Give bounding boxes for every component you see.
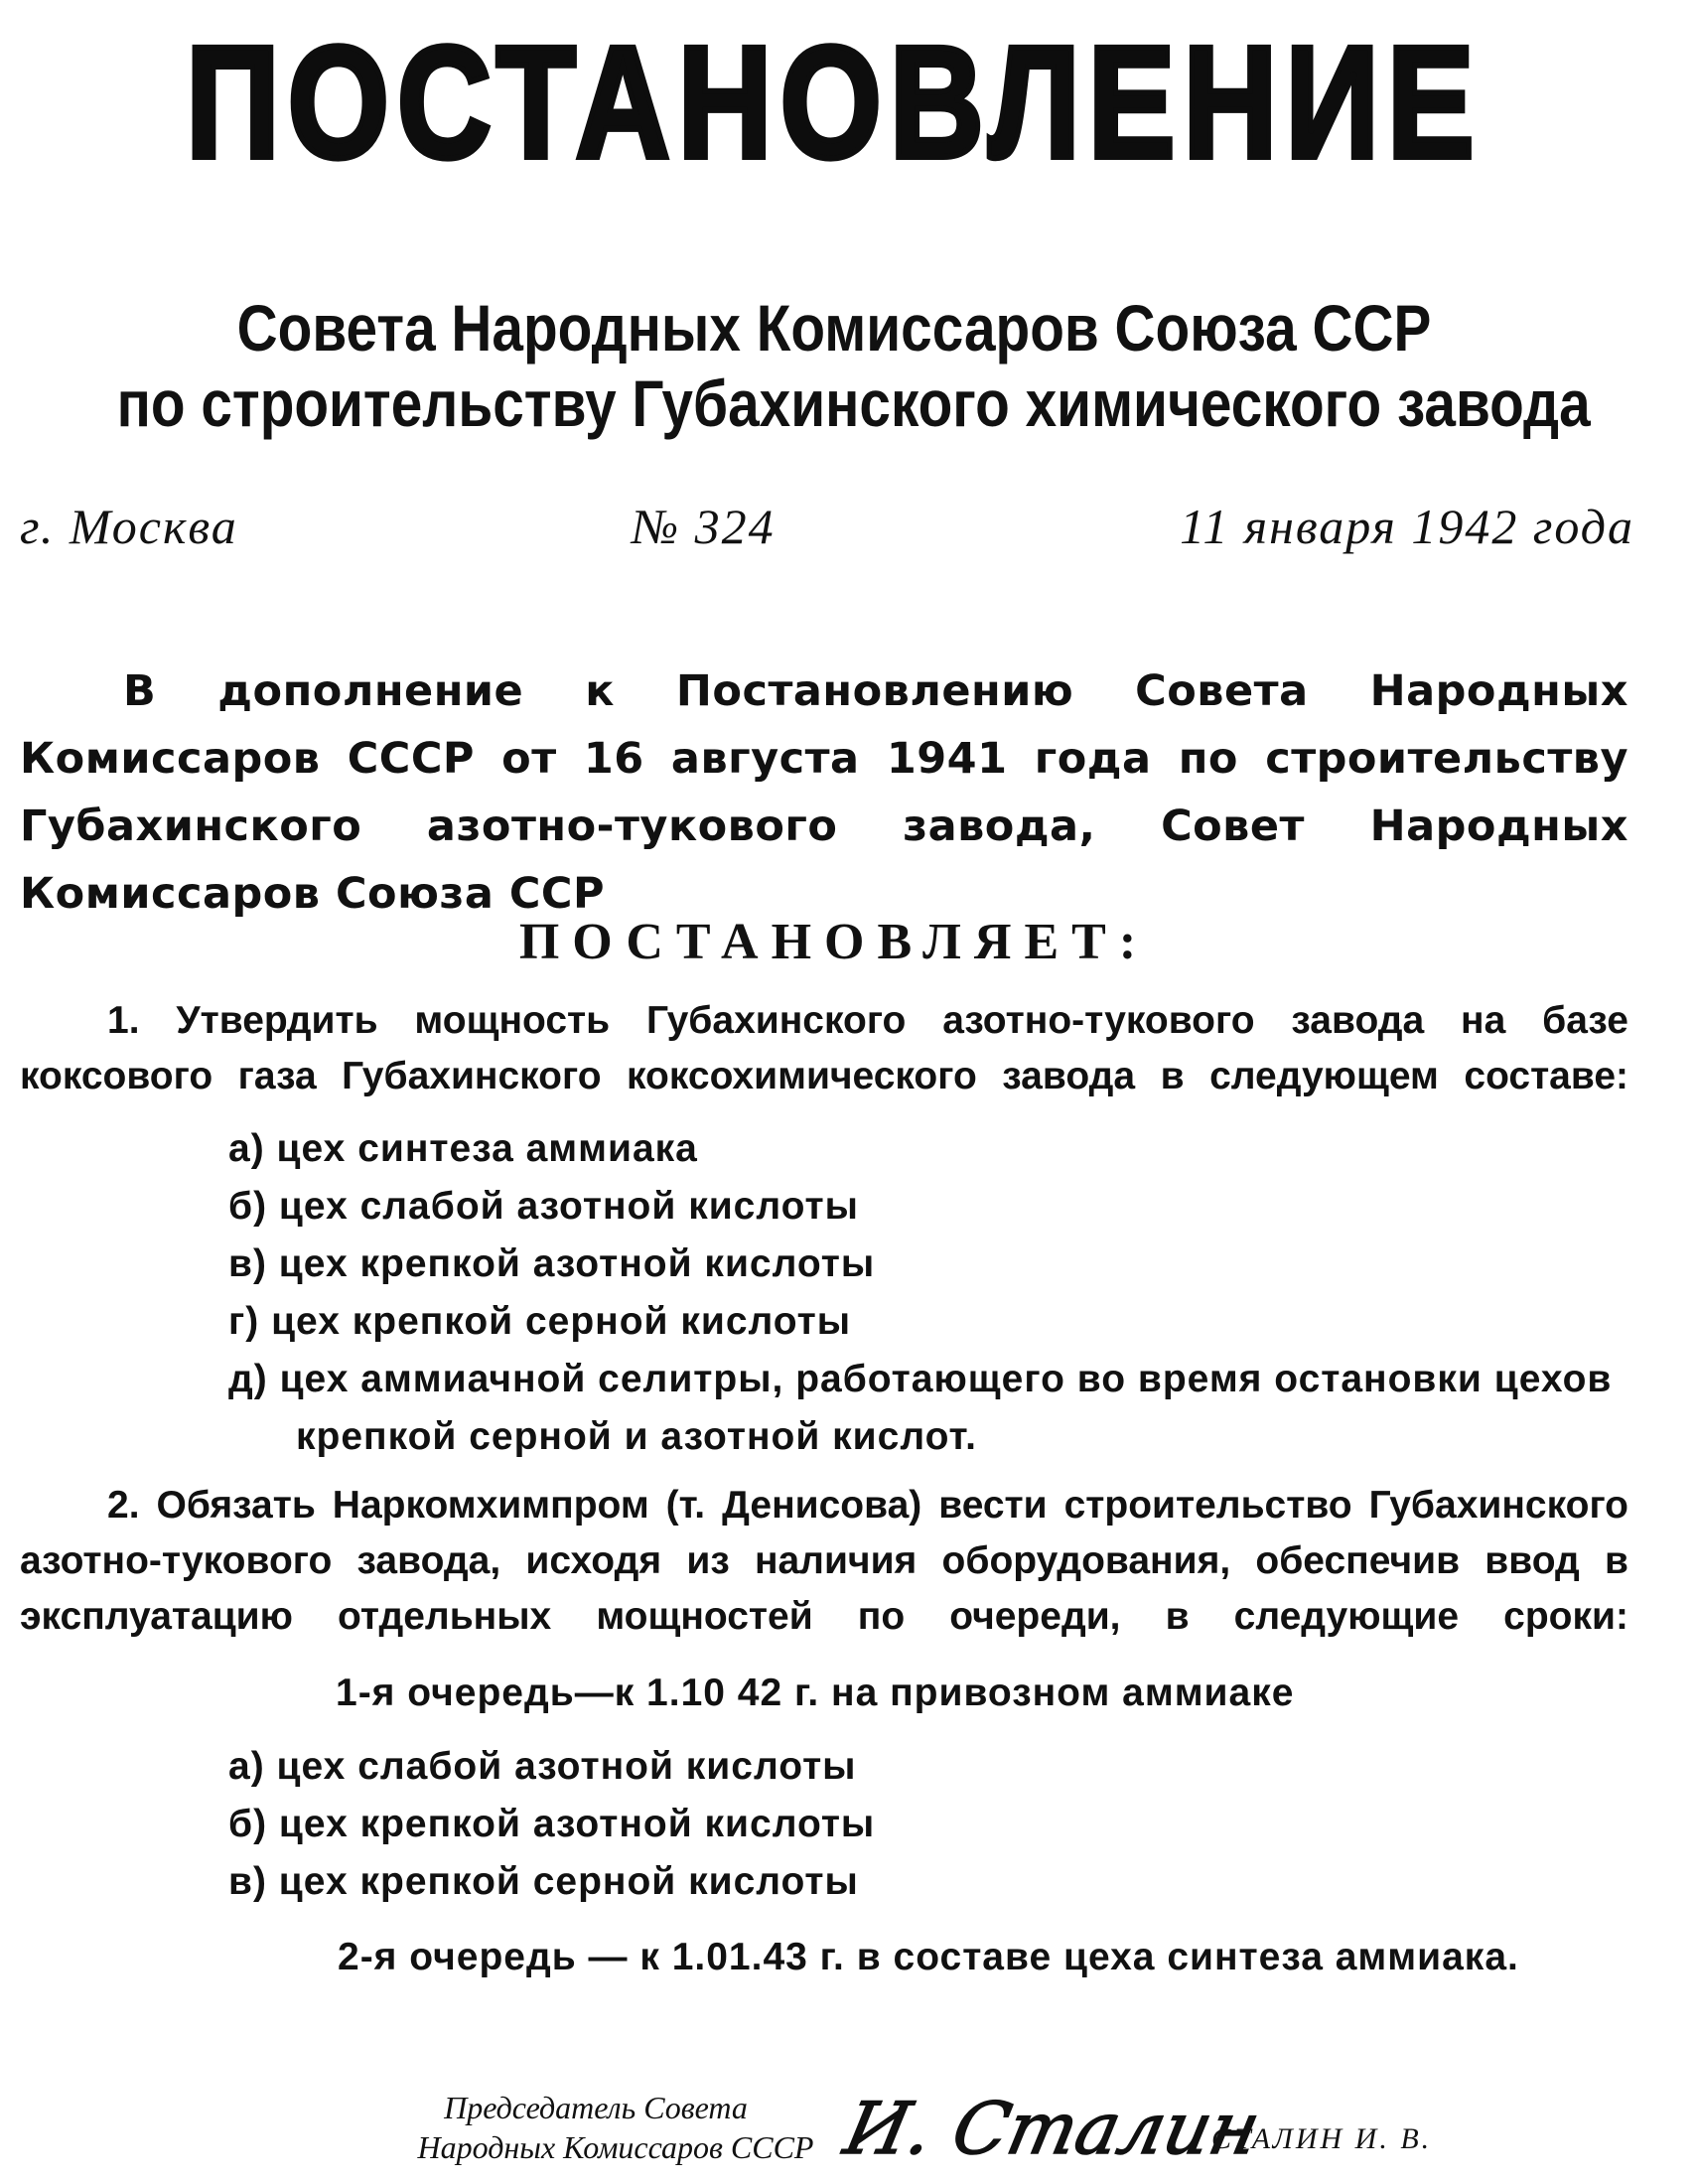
document-title: ПОСТАНОВЛЕНИЕ	[186, 13, 1483, 191]
list-item: г) цех крепкой серной кислоты	[228, 1300, 852, 1343]
signature-text: И. Сталин	[837, 2087, 1267, 2171]
signatory-title-line2: Народных Комиссаров СССР	[417, 2129, 814, 2165]
list-item: в) цех крепкой азотной кислоты	[228, 1242, 876, 1285]
signatory-name: СТАЛИН И. В.	[1211, 2122, 1433, 2155]
list-item: а) цех слабой азотной кислоты	[228, 1745, 857, 1788]
preamble: В дополнение к Постановлению Совета Народных Комиссаров СССР от 16 августа 1941 года по строительству Губахинского азотно-тукового завода, Совет Народных Комиссаров Союза ССР	[20, 666, 1628, 919]
document-subject: по строительству Губахинского химического завода	[116, 366, 1591, 440]
point-2-text: 2. Обязать Наркомхимпром (т. Денисова) вести строительство Губахинского азотно-тукового завода, исходя из наличия оборудования, обеспечив ввод в эксплуатацию отдельных мощностей по очереди, в следующие сроки:	[20, 1484, 1628, 1638]
list-item: д) цех аммиачной селитры, работающего во время остановки цехов крепкой серной и азотной кислот.	[228, 1358, 1613, 1458]
list-item: б) цех крепкой азотной кислоты	[228, 1803, 876, 1845]
list-item: а) цех синтеза аммиака	[228, 1127, 698, 1170]
list-item: б) цех слабой азотной кислоты	[228, 1185, 859, 1228]
queue-1-heading: 1-я очередь—к 1.10 42 г. на привозном аммиаке	[336, 1672, 1295, 1714]
resolves-heading: ПОСТАНОВЛЯЕТ:	[518, 914, 1150, 970]
signature-graphic	[837, 2076, 1267, 2175]
document-date: 11 января 1942 года	[1180, 499, 1634, 554]
point-1-text: 1. Утвердить мощность Губахинского азотно-тукового завода на базе коксового газа Губахинского коксохимического завода в следующем составе:	[20, 999, 1628, 1097]
queue-2-heading: 2-я очередь — к 1.01.43 г. в составе цеха синтеза аммиака.	[338, 1936, 1519, 1978]
handwritten-signature	[837, 2076, 1267, 2175]
issuing-body: Совета Народных Комиссаров Союза ССР	[236, 291, 1432, 364]
signatory-title-line1: Председатель Совета	[444, 2090, 748, 2125]
document-city: г. Москва	[20, 499, 238, 554]
list-item: в) цех крепкой серной кислоты	[228, 1860, 859, 1903]
document-number: № 324	[632, 499, 776, 554]
